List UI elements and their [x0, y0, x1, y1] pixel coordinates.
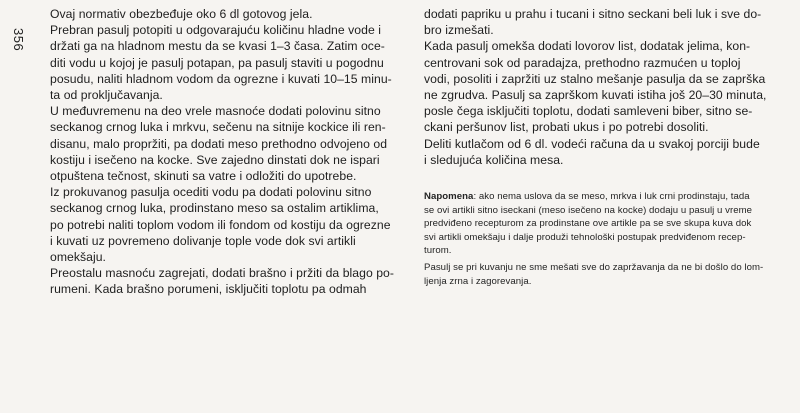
text-line: seckanog crnog luka, prodinstano meso sa ostalim artiklima, [50, 201, 379, 216]
text-line: rumeni. Kada brašno porumeni, isključiti toplotu pa odmah [50, 282, 367, 297]
text-line: i sledujuća količina mesa. [424, 152, 564, 167]
left-paragraph [50, 184, 395, 265]
text-line: posudu, naliti hladnom vodom da ogrezne i kuvati 10–15 minu- [50, 71, 392, 86]
text-line: Ovaj normativ obezbeđuje oko 6 dl gotovog jela. [50, 7, 313, 21]
text-line: Preostalu masnoću zagrejati, dodati brašno i pržiti da blago po- [50, 266, 394, 281]
page-number: 356 [11, 28, 26, 52]
text-line: Prebran pasulj potopiti u odgovarajuću količinu hladne vode i [50, 23, 381, 38]
text-line: Kada pasulj omekša dodati lovorov list, dodatak jelima, kon- [424, 39, 751, 54]
right-paragraph [424, 38, 772, 135]
text-line: po potrebi naliti toplom vodom ili fondom od kostiju da ogrezne [50, 217, 391, 232]
note-first-line [424, 190, 772, 204]
left-paragraph [50, 6, 395, 22]
left-paragraph [50, 265, 395, 297]
text-line: Iz prokuvanog pasulja ocediti vodu pa dodati polovinu sitno [50, 185, 372, 200]
note-extra-line: ljenja zrna i zagorevanja. [424, 275, 532, 287]
right-column [424, 6, 772, 291]
left-paragraph [50, 22, 395, 103]
right-paragraph [424, 136, 772, 168]
note-line: svi artikli omekšaju i dalje produži tehnološki postupak predviđenom recep- [424, 231, 746, 243]
text-line: omekšaju. [50, 250, 106, 265]
text-line: centrovani sok od paradajza, prethodno razmućen u toploj [424, 55, 741, 70]
note-label: Napomena [424, 191, 474, 203]
text-line: diti vodu u kojoj je pasulj potapan, pa pasulj staviti u pogodnu [50, 55, 384, 70]
note-paragraph [424, 190, 772, 258]
left-paragraph [50, 103, 395, 184]
note-first-line-text: : ako nema uslova da se meso, mrkva i luk crni prodinstaju, tada [473, 191, 750, 203]
note-line: predviđeno recepturom za prodinstane ove artikle pa se sve skupa kuva dok [424, 218, 752, 230]
note-extra-paragraph [424, 261, 772, 288]
text-line: posle čega isključiti toplotu, dodati samleveni biber, sitno se- [424, 104, 753, 119]
text-line: U međuvremenu na deo vrele masnoće dodati polovinu sitno [50, 104, 381, 119]
text-line: seckanog crnog luka i mrkvu, sečenu na sitnije kockice ili ren- [50, 120, 386, 135]
left-column [50, 6, 395, 298]
right-paragraph [424, 6, 772, 38]
text-line: Deliti kutlačom od 6 dl. vodeći računa da u svakoj porciji bude [424, 136, 760, 151]
text-line: otpuštena tečnost, skinuti sa vatre i odložiti do upotrebe. [50, 169, 357, 184]
text-line: držati ga na hladnom mestu da se kvasi 1–3 časa. Zatim oce- [50, 39, 385, 54]
note-line: se ovi artikli sitno iseckani (meso isečeno na kocke) dodaju u pasulj u vreme [424, 204, 753, 216]
text-line: bro izmešati. [424, 23, 494, 38]
note-line: turom. [424, 245, 452, 257]
text-line: kostiju i isečeno na kocke. Sve zajedno dinstati dok ne ispari [50, 152, 380, 167]
right-column-text [424, 6, 772, 168]
text-line: ta od proključavanja. [50, 88, 163, 103]
note-extra-line: Pasulj se pri kuvanju ne sme mešati sve do zapržavanja da ne bi došlo do lom- [424, 262, 764, 273]
text-line: ne zgrudva. Pasulj sa zaprškom kuvati istiha još 20–30 minuta, [424, 88, 767, 103]
text-line: vodi, posoliti i zapržiti uz stalno mešanje pasulja da se zaprška [424, 71, 766, 86]
note-block [424, 190, 772, 288]
text-line: disanu, malo propržiti, pa dodati meso prethodno odvojeno od [50, 136, 388, 151]
text-line: ckani peršunov list, probati ukus i po potrebi dosoliti. [424, 120, 709, 135]
text-line: i kuvati uz povremeno dolivanje tople vode dok svi artikli [50, 233, 356, 248]
text-line: dodati papriku u prahu i tucani i sitno seckani beli luk i sve do- [424, 7, 762, 21]
